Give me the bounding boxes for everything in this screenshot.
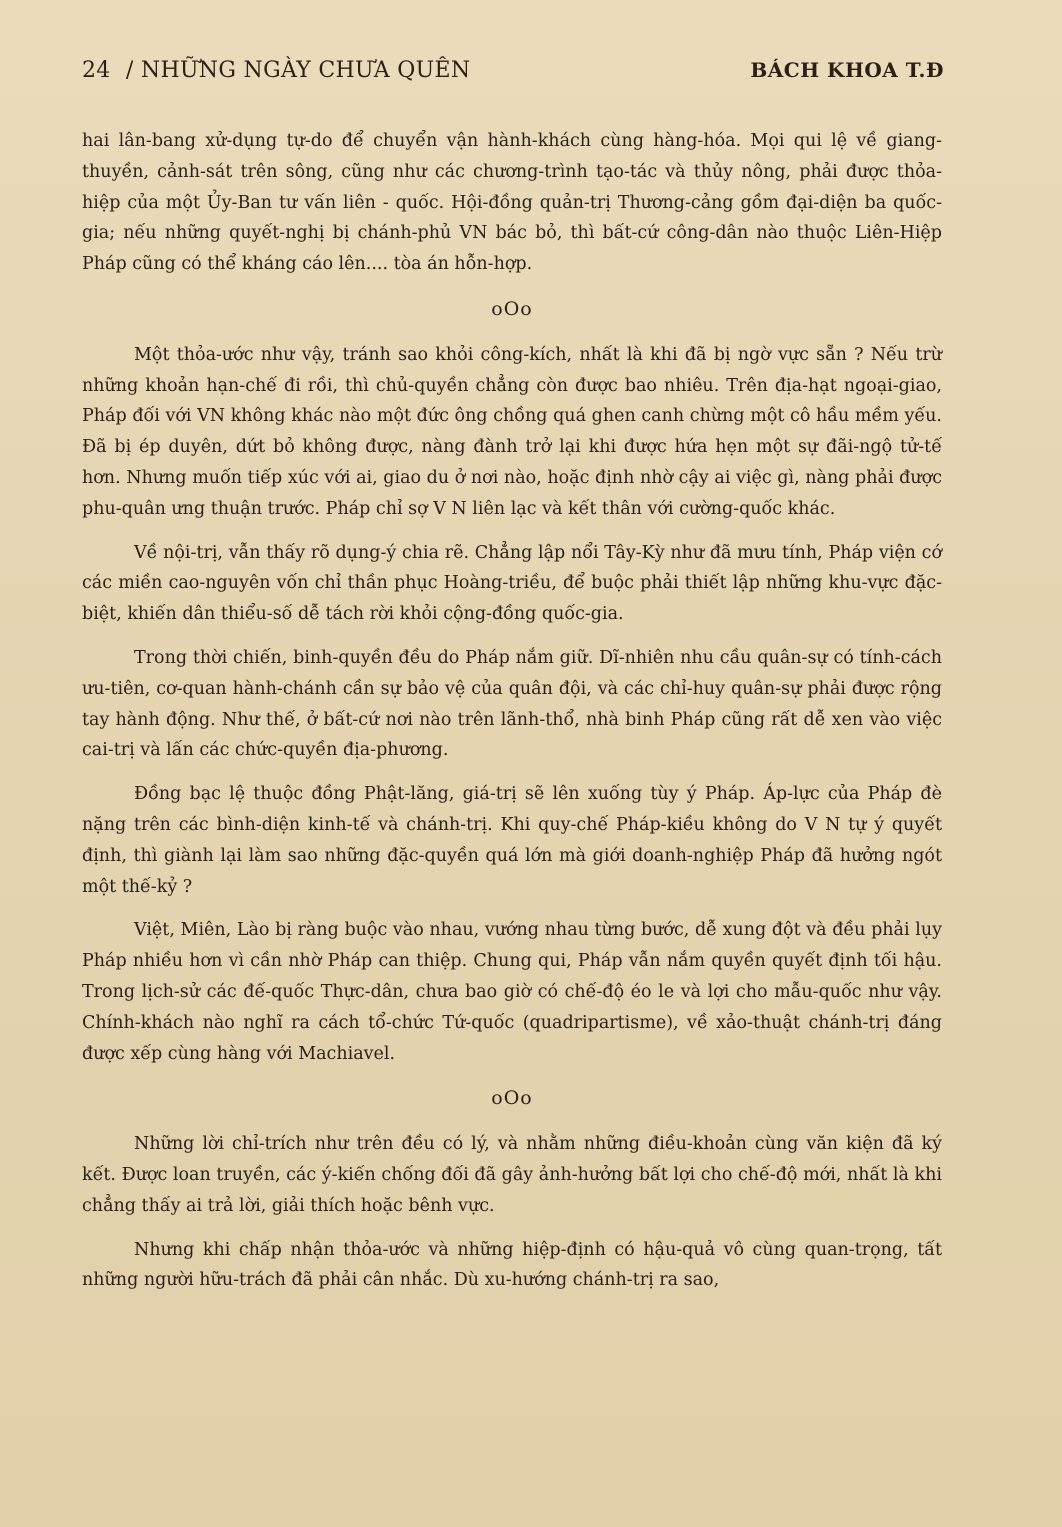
page-body bbox=[82, 126, 942, 1309]
paragraph-1: hai lân-bang xử-dụng tự-do để chuyển vận hành-khách cùng hàng-hóa. Mọi qui lệ về giang-thuyền, cảnh-sát trên sông, cũng như các chương-trình tạo-tác và thủy nông, phải được thỏa-hiệp của một Ủy-Ban tư vấn liên - quốc. Hội-đồng quản-trị Thương-cảng gồm đại-diện ba quốc-gia; nếu những quyết-nghị bị chánh-phủ VN bác bỏ, thì bất-cứ công-dân nào thuộc Liên-Hiệp Pháp cũng có thể kháng cáo lên.... tòa án hỗn-hợp. bbox=[82, 131, 942, 275]
book-title: NHỮNG NGÀY CHƯA QUÊN bbox=[140, 58, 471, 83]
running-header bbox=[82, 58, 944, 98]
section-separator-2: oOo bbox=[491, 1087, 533, 1110]
publication-name: BÁCH KHOA T.Đ bbox=[750, 58, 944, 82]
paragraph-8: Nhưng khi chấp nhận thỏa-ước và những hiệp-định có hậu-quả vô cùng quan-trọng, tất những người hữu-trách đã phải cân nhắc. Dù xu-hướng chánh-trị ra sao, bbox=[82, 1239, 942, 1291]
header-left bbox=[82, 58, 470, 83]
paragraph-4: Trong thời chiến, binh-quyền đều do Pháp nắm giữ. Dĩ-nhiên nhu cầu quân-sự có tính-cách ưu-tiên, cơ-quan hành-chánh cần sự bảo vệ của quân đội, và các chỉ-huy quân-sự phải được rộng tay hành động. Như thế, ở bất-cứ nơi nào trên lãnh-thổ, nhà binh Pháp cũng rất dễ xen vào việc cai-trị và lấn các chức-quyền địa-phương. bbox=[82, 647, 942, 761]
paragraph-2: Một thỏa-ước như vậy, tránh sao khỏi công-kích, nhất là khi đã bị ngờ vực sẵn ? Nếu trừ những khoản hạn-chế đi rồi, thì chủ-quyền chẳng còn được bao nhiêu. Trên địa-hạt ngoại-giao, Pháp đối với VN không khác nào một đức ông chồng quá ghen canh chừng một cô hầu mềm yếu. Đã bị ép duyên, dứt bỏ không được, nàng đành trở lại khi được hứa hẹn một sự đãi-ngộ tử-tế hơn. Nhưng muốn tiếp xúc với ai, giao du ở nơi nào, hoặc định nhờ cậy ai việc gì, nàng phải được phu-quân ưng thuận trước. Pháp chỉ sợ V N liên lạc và kết thân với cường-quốc khác. bbox=[82, 344, 942, 519]
paragraph-3: Về nội-trị, vẫn thấy rõ dụng-ý chia rẽ. Chẳng lập nổi Tây-Kỳ như đã mưu tính, Pháp viện cớ các miền cao-nguyên vốn chỉ thần phục Hoàng-triều, để buộc phải thiết lập những khu-vực đặc-biệt, khiến dân thiểu-số dễ tách rời khỏi cộng-đồng quốc-gia. bbox=[82, 542, 942, 625]
header-separator: / bbox=[125, 58, 134, 83]
paragraph-6: Việt, Miên, Lào bị ràng buộc vào nhau, vướng nhau từng bước, dễ xung đột và đều phải lụy Pháp nhiều hơn vì cần nhờ Pháp can thiệp. Chung qui, Pháp vẫn nắm quyền quyết định tối hậu. Trong lịch-sử các đế-quốc Thực-dân, chưa bao giờ có chế-độ éo le và lợi cho mẫu-quốc như vậy. Chính-khách nào nghĩ ra cách tổ-chức Tứ-quốc (quadripartisme), về xảo-thuật chánh-trị đáng được xếp cùng hàng với Machiavel. bbox=[82, 920, 942, 1064]
section-separator-1: oOo bbox=[491, 297, 533, 320]
paragraph-7: Những lời chỉ-trích như trên đều có lý, và nhằm những điều-khoản cùng văn kiện đã ký kết. Được loan truyền, các ý-kiến chống đối đã gây ảnh-hưởng bất lợi cho chế-độ mới, nhất là khi chẳng thấy ai trả lời, giải thích hoặc bênh vực. bbox=[82, 1134, 942, 1216]
paragraph-5: Đồng bạc lệ thuộc đồng Phật-lăng, giá-trị sẽ lên xuống tùy ý Pháp. Áp-lực của Pháp đè nặng trên các bình-diện kinh-tế và chánh-trị. Khi quy-chế Pháp-kiều không do V N tự ý quyết định, thì giành lại làm sao những đặc-quyền quá lớn mà giới doanh-nghiệp Pháp đã hưởng ngót một thế-kỷ ? bbox=[82, 784, 942, 897]
page-number: 24 bbox=[82, 58, 111, 83]
